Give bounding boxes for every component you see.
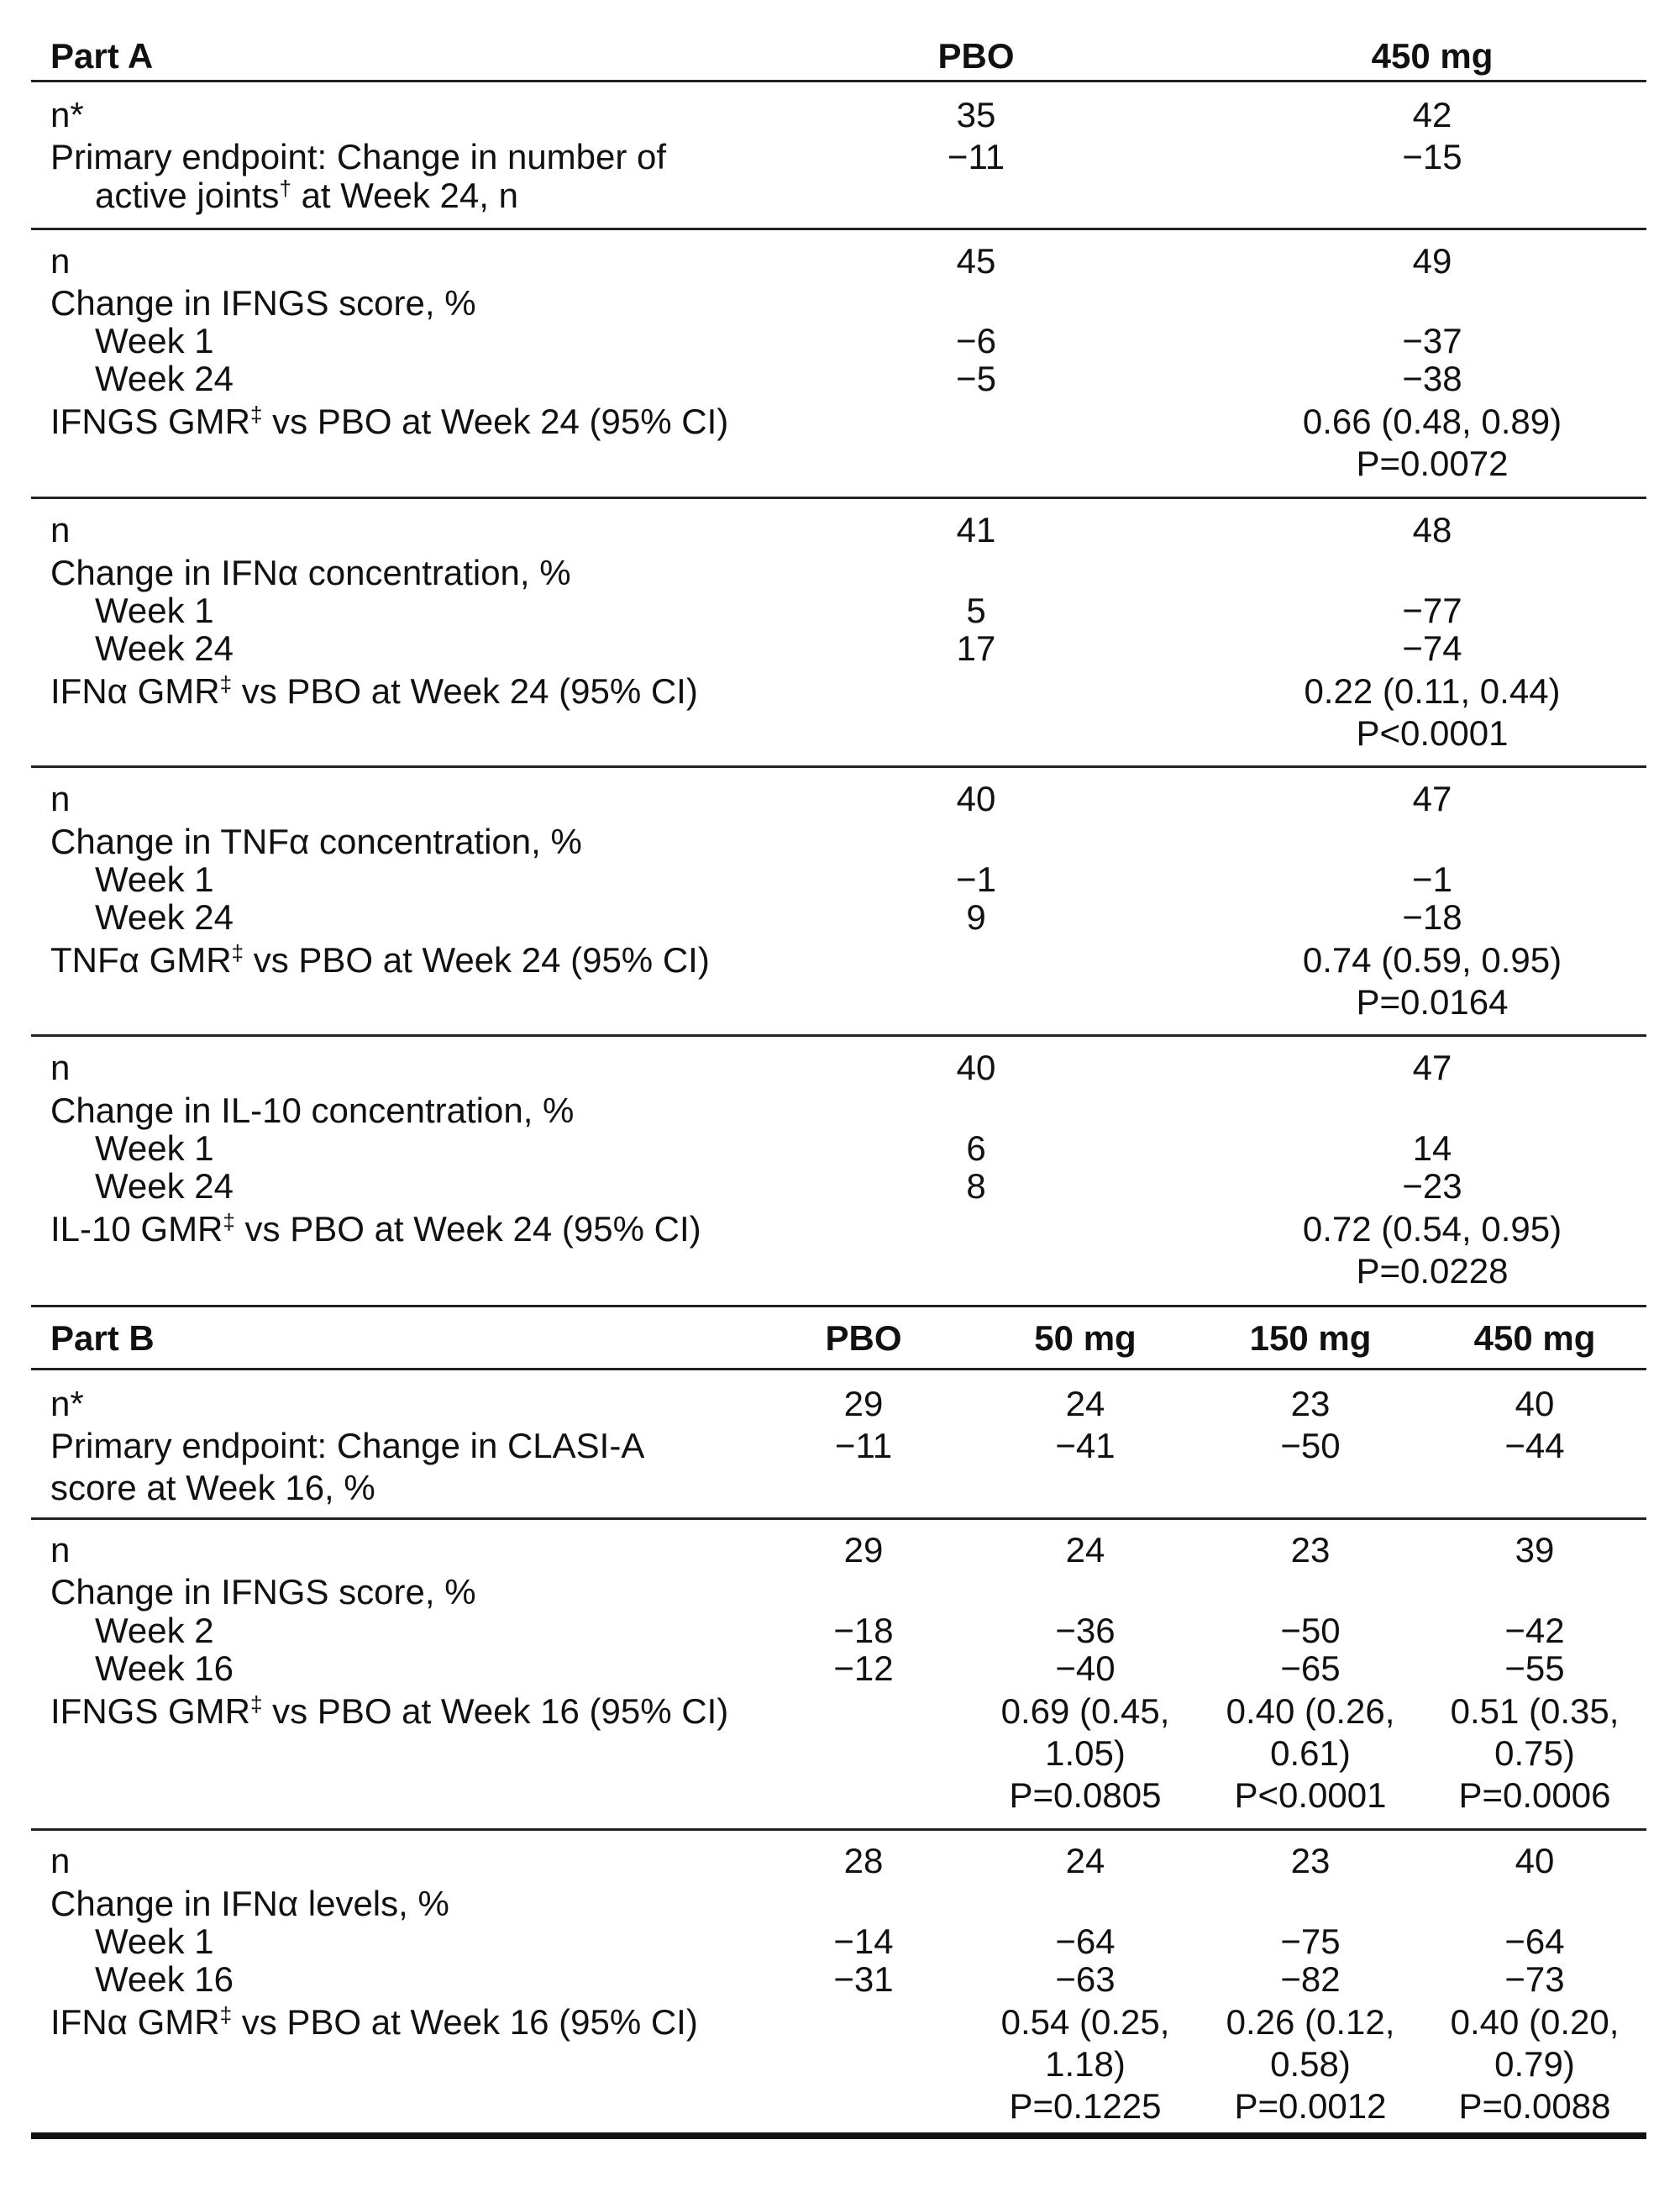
row-label: Change in IFNα levels, % (50, 1884, 449, 1923)
cell: −40 (1055, 1648, 1116, 1688)
cell: 49 (1412, 241, 1452, 281)
cell: −41 (1055, 1426, 1116, 1465)
cell: 40 (1515, 1841, 1555, 1880)
cell: 48 (1412, 510, 1452, 549)
cell: 0.72 (0.54, 0.95) (1302, 1209, 1562, 1249)
row-label: n (50, 241, 71, 281)
cell: 0.69 (0.45, (1000, 1691, 1170, 1731)
part-a-col-450: 450 mg (1371, 36, 1494, 76)
cell: 0.22 (0.11, 0.44) (1304, 671, 1561, 711)
cell: −74 (1402, 628, 1462, 668)
row-label: n (50, 779, 71, 818)
cell: 40 (956, 1048, 996, 1087)
row-label: active joints† at Week 24, n (95, 176, 518, 215)
cell: 0.40 (0.26, (1226, 1691, 1395, 1731)
rule (31, 228, 1646, 230)
cell: −36 (1055, 1611, 1116, 1650)
cell: P=0.0228 (1356, 1251, 1509, 1291)
rule (31, 497, 1646, 499)
part-a-col-pbo: PBO (937, 36, 1015, 76)
row-label: n (50, 510, 71, 549)
cell: −6 (956, 321, 996, 360)
cell: 29 (843, 1530, 884, 1569)
row-label: n (50, 1530, 71, 1569)
cell: 23 (1290, 1384, 1331, 1423)
footnote-mark: ‡ (219, 671, 233, 697)
rule (31, 1034, 1646, 1037)
row-label: Week 24 (95, 359, 234, 398)
part-b-col-pbo: PBO (825, 1318, 902, 1358)
cell: P=0.0164 (1356, 982, 1509, 1022)
cell: −15 (1402, 137, 1462, 176)
cell: 1.18) (1045, 2044, 1126, 2084)
cell: P=0.1225 (1009, 2086, 1162, 2126)
row-label: Week 1 (95, 1128, 214, 1168)
cell: −5 (956, 359, 996, 398)
rule (31, 1517, 1646, 1520)
row-label: Week 24 (95, 1166, 234, 1206)
row-label: n (50, 1048, 71, 1087)
cell: −63 (1055, 1959, 1116, 1999)
cell: −44 (1504, 1426, 1565, 1465)
row-label: n* (50, 95, 84, 134)
cell: P=0.0012 (1234, 2086, 1387, 2126)
cell: 0.26 (0.12, (1226, 2002, 1395, 2042)
cell: 14 (1412, 1128, 1452, 1168)
cell: P=0.0072 (1356, 444, 1509, 483)
cell: 40 (956, 779, 996, 818)
cell: P=0.0088 (1458, 2086, 1611, 2126)
cell: −64 (1504, 1922, 1565, 1961)
cell: 24 (1065, 1530, 1105, 1569)
cell: −82 (1280, 1959, 1341, 1999)
row-label: Week 16 (95, 1648, 234, 1688)
rule (31, 1368, 1646, 1370)
row-label: Change in IFNα concentration, % (50, 553, 571, 592)
cell: 1.05) (1045, 1733, 1126, 1773)
footnote-mark: ‡ (219, 2002, 233, 2027)
row-label: Week 24 (95, 628, 234, 668)
rule (31, 1305, 1646, 1307)
part-b-title: Part B (50, 1318, 155, 1358)
cell: −31 (833, 1959, 894, 1999)
cell: 0.61) (1270, 1733, 1351, 1773)
cell: 0.79) (1494, 2044, 1575, 2084)
cell: −64 (1055, 1922, 1116, 1961)
footnote-mark: † (279, 176, 291, 201)
cell: −55 (1504, 1648, 1565, 1688)
cell: 0.58) (1270, 2044, 1351, 2084)
cell: −11 (834, 1426, 893, 1465)
footnote-mark: ‡ (223, 1209, 235, 1234)
cell: −18 (1402, 897, 1462, 937)
cell: −18 (833, 1611, 894, 1650)
row-label: Change in IFNGS score, % (50, 283, 476, 323)
row-label: IFNGS GMR‡ vs PBO at Week 24 (95% CI) (50, 402, 729, 441)
row-label: Week 2 (95, 1611, 214, 1650)
cell: 24 (1065, 1841, 1105, 1880)
cell: −73 (1504, 1959, 1565, 1999)
cell: 0.40 (0.20, (1450, 2002, 1620, 2042)
footnote-mark: ‡ (231, 940, 244, 965)
cell: 41 (956, 510, 996, 549)
rule (31, 765, 1646, 768)
row-label: IL-10 GMR‡ vs PBO at Week 24 (95% CI) (50, 1209, 701, 1249)
part-b-col-50: 50 mg (1034, 1318, 1137, 1358)
cell: 8 (966, 1166, 986, 1206)
table-bottom-rule (31, 2132, 1646, 2139)
cell: P=0.0805 (1009, 1775, 1162, 1815)
cell: −23 (1402, 1166, 1462, 1206)
row-label: Week 1 (95, 321, 214, 360)
rule (31, 1828, 1646, 1831)
cell: 39 (1515, 1530, 1555, 1569)
cell: 0.74 (0.59, 0.95) (1302, 940, 1562, 980)
cell: −12 (833, 1648, 894, 1688)
cell: 23 (1290, 1530, 1331, 1569)
cell: −11 (947, 137, 1005, 176)
cell: 5 (966, 591, 986, 630)
cell: 47 (1412, 779, 1452, 818)
cell: 45 (956, 241, 996, 281)
row-label: Week 1 (95, 591, 214, 630)
row-label: Week 1 (95, 1922, 214, 1961)
cell: −50 (1280, 1426, 1341, 1465)
row-label: Primary endpoint: Change in number of (50, 137, 667, 176)
cell: −75 (1280, 1922, 1341, 1961)
cell: −37 (1402, 321, 1462, 360)
row-label: Change in TNFα concentration, % (50, 822, 582, 861)
footnote-mark: ‡ (250, 1691, 263, 1717)
cell: P<0.0001 (1234, 1775, 1387, 1815)
row-label: Week 16 (95, 1959, 234, 1999)
row-label: IFNα GMR‡ vs PBO at Week 24 (95% CI) (50, 671, 698, 711)
cell: P<0.0001 (1356, 713, 1509, 753)
row-label: Week 24 (95, 897, 234, 937)
cell: 42 (1412, 95, 1452, 134)
footnote-mark: ‡ (250, 402, 263, 427)
cell: 23 (1290, 1841, 1331, 1880)
part-a-title: Part A (50, 36, 154, 76)
row-label: IFNGS GMR‡ vs PBO at Week 16 (95% CI) (50, 1691, 729, 1731)
row-label: Change in IL-10 concentration, % (50, 1091, 575, 1130)
row-label: Week 1 (95, 860, 214, 899)
cell: 9 (966, 897, 986, 937)
cell: 47 (1412, 1048, 1452, 1087)
cell: 24 (1065, 1384, 1105, 1423)
cell: 40 (1515, 1384, 1555, 1423)
cell: −50 (1280, 1611, 1341, 1650)
rule (31, 80, 1646, 82)
row-label: n* (50, 1384, 84, 1423)
row-label: Primary endpoint: Change in CLASI-A (50, 1426, 645, 1465)
cell: −14 (833, 1922, 894, 1961)
cell: 0.66 (0.48, 0.89) (1302, 402, 1562, 441)
cell: −77 (1402, 591, 1462, 630)
cell: −1 (956, 860, 996, 899)
row-label: TNFα GMR‡ vs PBO at Week 24 (95% CI) (50, 940, 710, 980)
cell: 0.51 (0.35, (1450, 1691, 1620, 1731)
cell: −1 (1412, 860, 1452, 899)
row-label: n (50, 1841, 71, 1880)
cell: 17 (956, 628, 996, 668)
cell: −42 (1504, 1611, 1565, 1650)
part-b-col-450: 450 mg (1473, 1318, 1596, 1358)
row-label: Change in IFNGS score, % (50, 1572, 476, 1612)
cell: 35 (956, 95, 996, 134)
row-label: IFNα GMR‡ vs PBO at Week 16 (95% CI) (50, 2002, 698, 2042)
cell: 0.75) (1494, 1733, 1575, 1773)
part-b-col-150: 150 mg (1249, 1318, 1372, 1358)
cell: 28 (843, 1841, 884, 1880)
cell: 0.54 (0.25, (1000, 2002, 1170, 2042)
cell: 6 (966, 1128, 986, 1168)
cell: −65 (1280, 1648, 1341, 1688)
cell: P=0.0006 (1458, 1775, 1611, 1815)
cell: 29 (843, 1384, 884, 1423)
cell: −38 (1402, 359, 1462, 398)
row-label: score at Week 16, % (50, 1468, 375, 1507)
